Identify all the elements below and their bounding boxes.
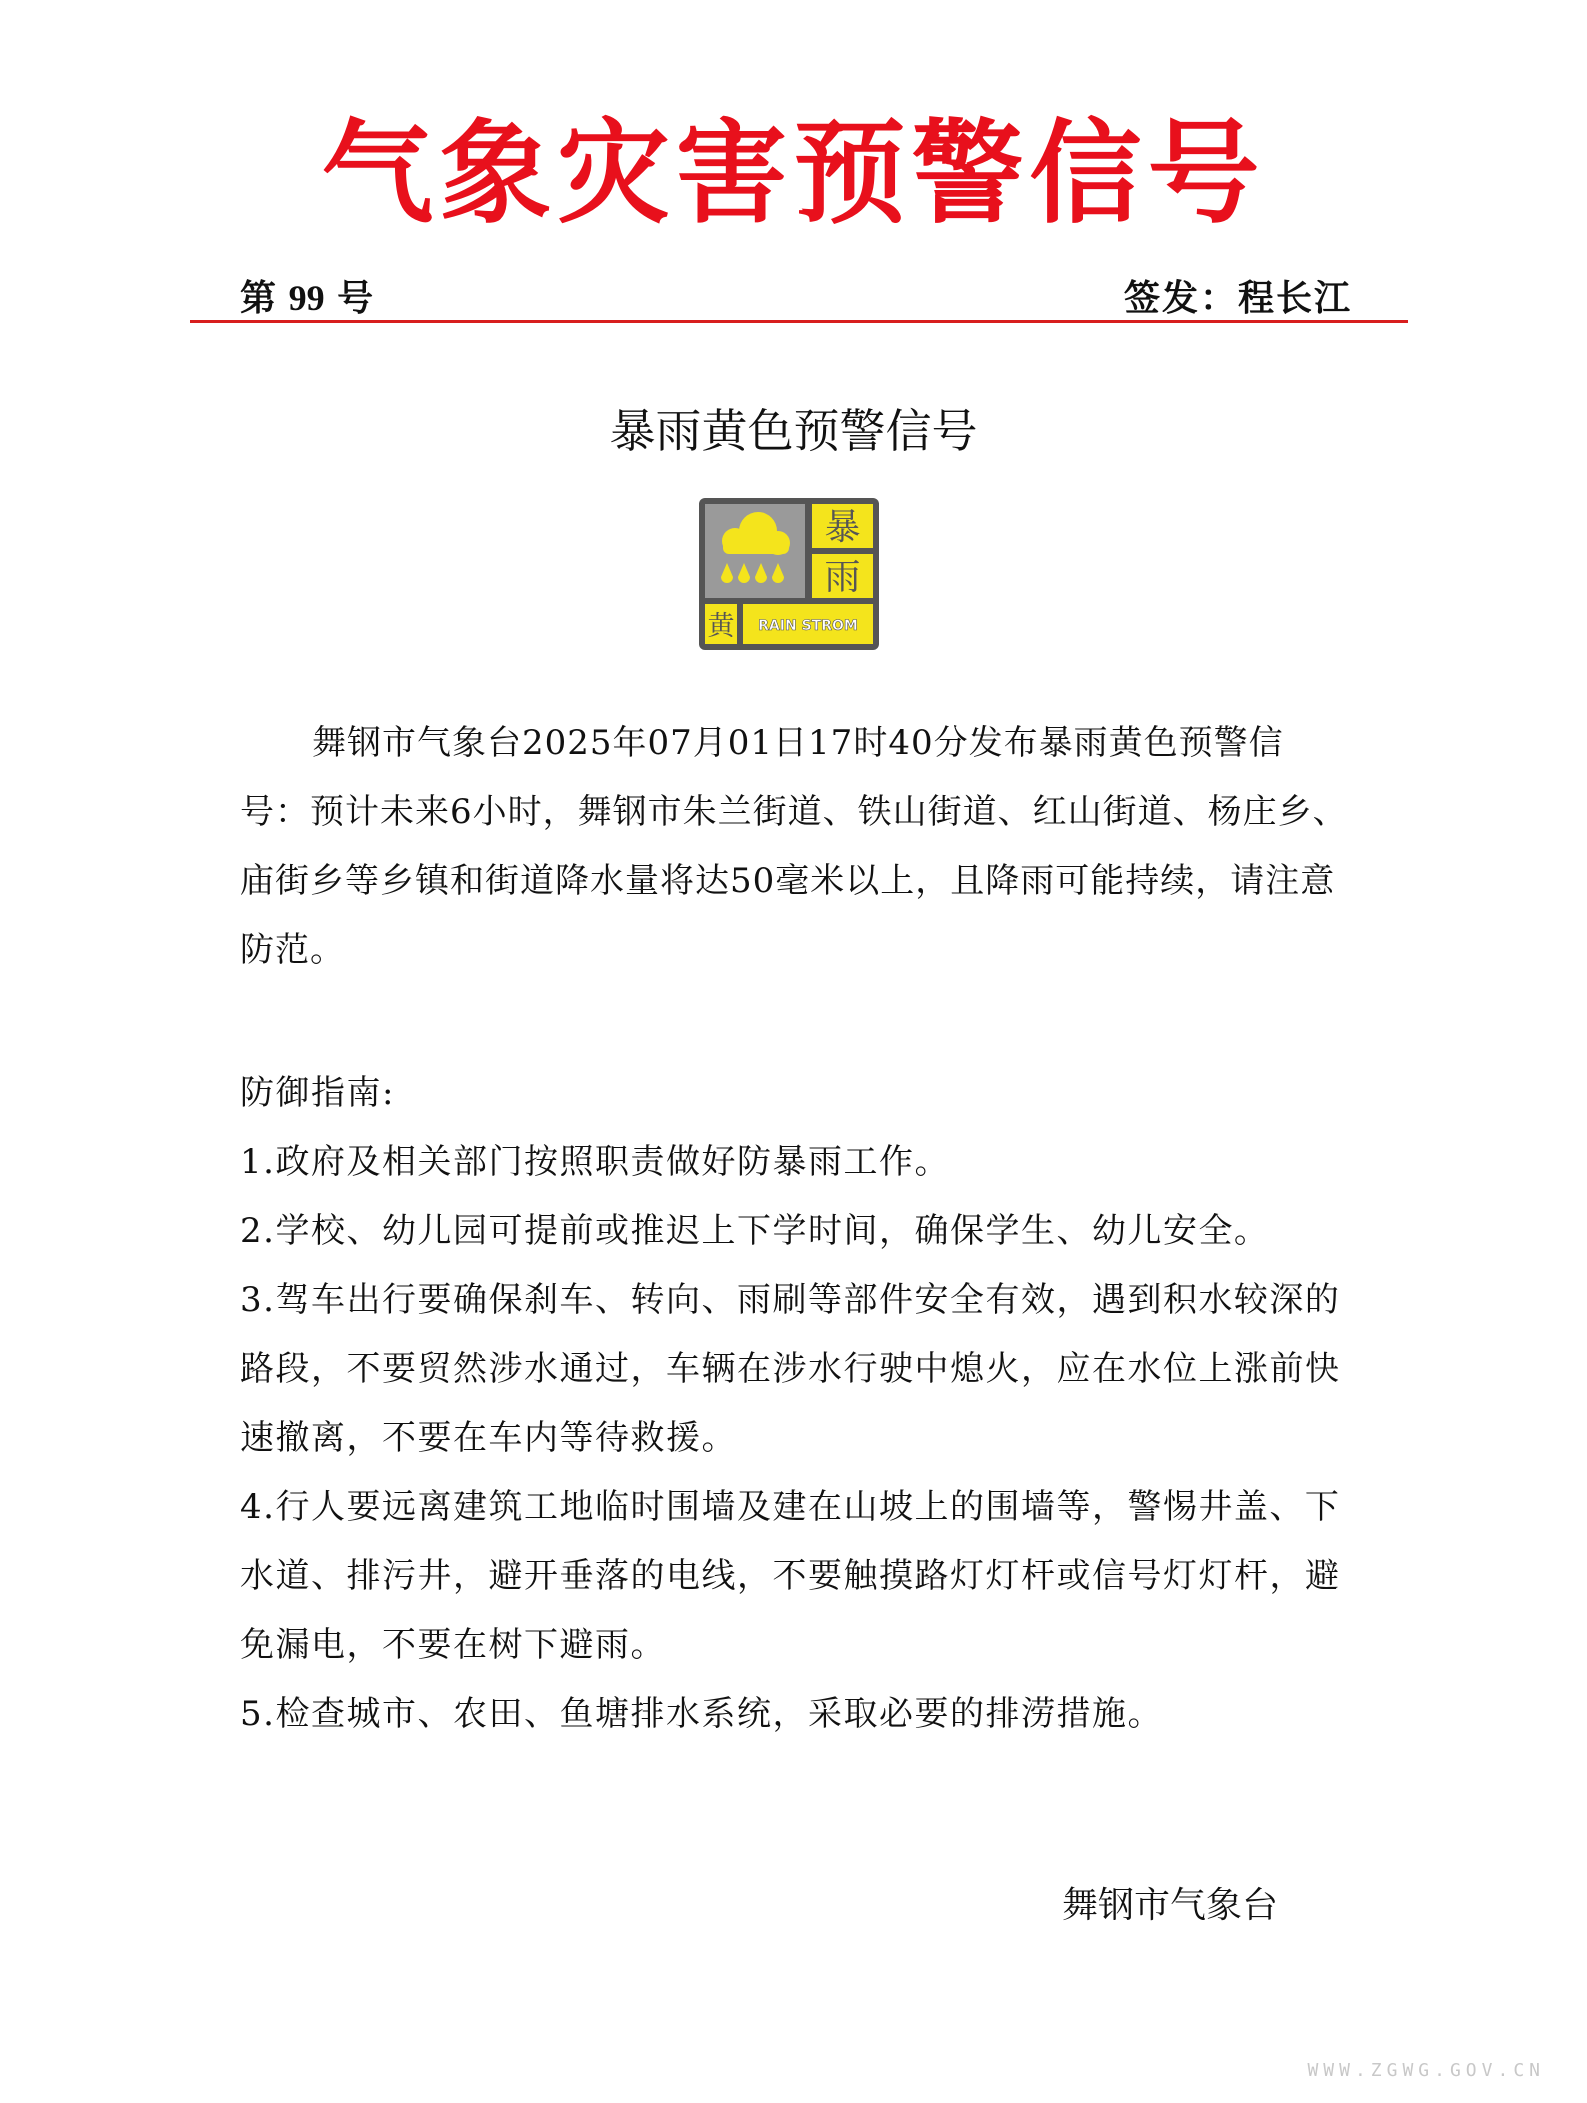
doc-suffix: 号	[337, 277, 374, 319]
issuer: 签发：程长江	[1123, 277, 1352, 319]
guide-item: 1.政府及相关部门按照职责做好防暴雨工作。	[240, 1142, 950, 1182]
red-divider	[190, 320, 1408, 323]
warning-content	[240, 709, 1348, 985]
banner-title: 气象灾害预警信号	[321, 109, 1266, 239]
doc-number-value: 99	[288, 278, 325, 318]
icon-label-en: RAIN STROM	[758, 618, 858, 634]
guide-item: 2.学校、幼儿园可提前或推迟上下学时间，确保学生、幼儿安全。	[240, 1211, 1270, 1251]
guide-item: 4.行人要远离建筑工地临时围墙及建在山坡上的围墙等，警惕井盖、下水道、排污井，避开垂落的电线，不要触摸路灯灯杆或信号灯灯杆，避免漏电，不要在树下避雨。	[240, 1487, 1341, 1665]
guide-heading: 防御指南:	[240, 1073, 395, 1113]
guide-item: 3.驾车出行要确保刹车、转向、雨刷等部件安全有效，遇到积水较深的路段，不要贸然涉水通过，车辆在涉水行驶中熄火，应在水位上涨前快速撤离，不要在车内等待救援。	[240, 1280, 1341, 1458]
issuing-organization: 舞钢市气象台	[1062, 1885, 1279, 1926]
icon-char-1: 暴	[824, 507, 861, 548]
warning-title: 暴雨黄色预警信号	[609, 404, 978, 458]
doc-prefix: 第	[240, 277, 277, 319]
defense-guide	[240, 1059, 1348, 1749]
intro-paragraph: 舞钢市气象台2025年07月01日17时40分发布暴雨黄色预警信号：预计未来6小时，舞钢市朱兰街道、铁山街道、红山街道、杨庄乡、庙街乡等乡镇和街道降水量将达50毫米以上，且降雨可能持续，请注意防范。	[240, 723, 1348, 970]
guide-item: 5.检查城市、农田、鱼塘排水系统，采取必要的排涝措施。	[240, 1694, 1163, 1734]
site-watermark: WWW.ZGWG.GOV.CN	[1307, 2060, 1545, 2081]
icon-char-2: 雨	[824, 557, 861, 598]
rainstorm-yellow-warning-icon	[698, 497, 880, 651]
icon-level-char: 黄	[707, 611, 735, 642]
document-number	[240, 277, 374, 319]
